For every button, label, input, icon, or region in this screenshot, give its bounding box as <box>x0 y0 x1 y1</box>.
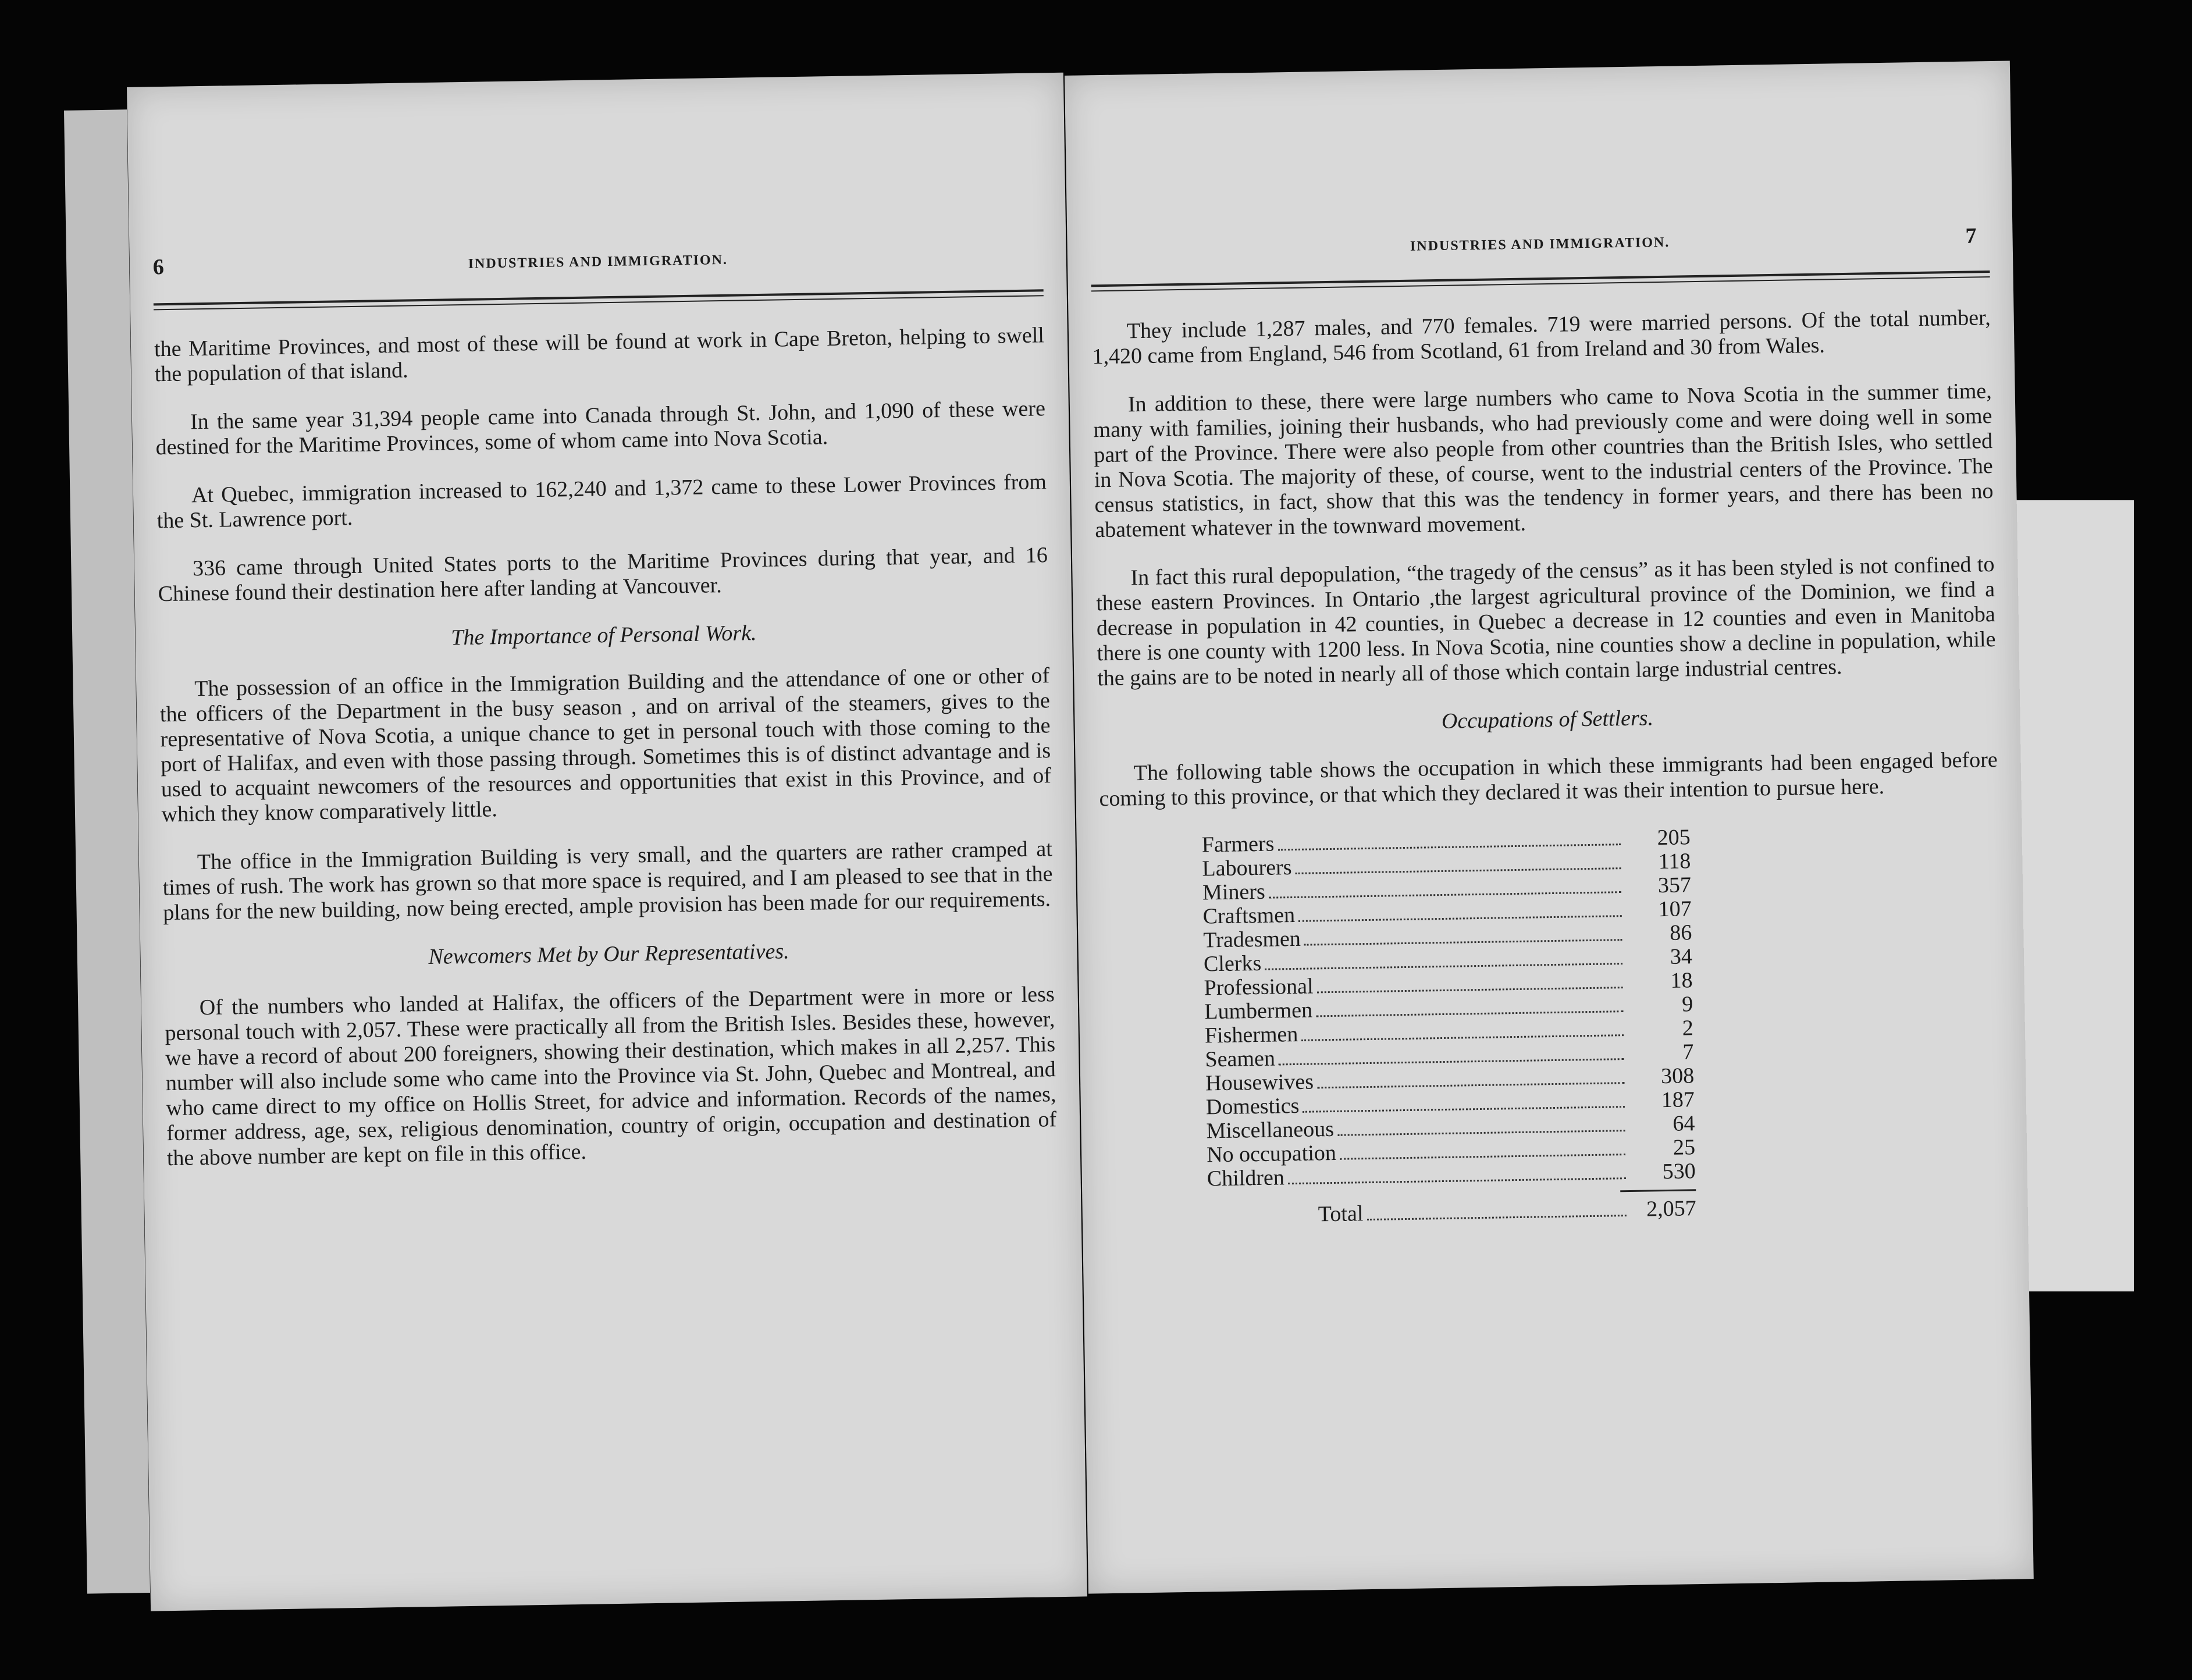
paragraph: The office in the Immigration Building is very small, and the quarters are rather cramped at times of rush. The work has grown so that more space is required, and I am pleased to see that in the plans for the new building, now being erected, ample provision has been made for our requirements. <box>162 837 1053 926</box>
occupation-label: Craftsmen <box>1202 902 1296 929</box>
occupation-label: No occupation <box>1206 1140 1337 1168</box>
right-header-title: INDUSTRIES AND IMMIGRATION. <box>1410 234 1670 254</box>
occupation-label: Children <box>1207 1165 1285 1191</box>
occupation-label: Housewives <box>1205 1069 1314 1096</box>
dot-leader <box>1288 1177 1626 1184</box>
occupation-label: Miscellaneous <box>1206 1116 1335 1144</box>
occupations-table <box>1201 825 1696 1228</box>
left-text-column <box>154 323 1058 1194</box>
dot-leader <box>1278 843 1620 850</box>
occupation-label: Seamen <box>1205 1046 1276 1072</box>
dot-leader <box>1340 1154 1625 1160</box>
occupation-count: 7 <box>1682 1040 1694 1065</box>
total-label: Total <box>1318 1201 1364 1227</box>
dot-leader <box>1302 1034 1624 1041</box>
occupation-count: 187 <box>1661 1087 1695 1113</box>
occupation-label: Tradesmen <box>1203 926 1301 953</box>
dot-leader <box>1316 1010 1623 1017</box>
left-page-number: 6 <box>152 255 166 280</box>
paragraph: In the same year 31,394 people came into Canada through St. John, and 1,090 of these were destined for the Maritime Provinces, some of whom came into Nova Scotia. <box>155 396 1046 460</box>
paragraph: They include 1,287 males, and 770 females. 719 were married persons. Of the total number, 1,420 came from England, 546 from Scotland, 61 from Ireland and 30 from Wales. <box>1092 305 1991 369</box>
occupation-count: 2 <box>1682 1016 1694 1041</box>
dot-leader <box>1317 1082 1624 1088</box>
occupation-label: Professional <box>1204 974 1314 1001</box>
occupation-count: 25 <box>1673 1135 1696 1160</box>
total-rule <box>1620 1189 1696 1192</box>
total-value: 2,057 <box>1646 1196 1697 1222</box>
dot-leader <box>1367 1215 1626 1220</box>
occupation-label: Lumbermen <box>1204 998 1313 1024</box>
occupation-label: Miners <box>1202 879 1266 905</box>
paragraph: The possession of an office in the Immigration Building and the attendance of one or other of the officers of the Department in the busy season , and on arrival of the steamers, gives to the representative of Nova Scotia, a unique chance to get in personal touch with those coming to the port of Halifax, and even with those passing through. Sometimes this is of distinct advantage and is used to acquaint newcomers of the resources and opportunities that exist in this Province, and of which they know comparatively little. <box>159 663 1052 827</box>
dot-leader <box>1303 1106 1625 1113</box>
section-heading: Newcomers Met by Our Representatives. <box>428 939 789 970</box>
dot-leader <box>1269 891 1621 899</box>
right-page-number: 7 <box>1965 223 1978 248</box>
right-text-column <box>1092 305 2005 1230</box>
occupation-label: Clerks <box>1203 951 1262 977</box>
paragraph: At Quebec, immigration increased to 162,240 and 1,372 came to these Lower Provinces from the St. Lawrence port. <box>156 469 1047 533</box>
occupation-label: Fishermen <box>1204 1021 1298 1048</box>
dot-leader <box>1265 963 1622 970</box>
left-page <box>127 73 1087 1611</box>
right-running-head <box>1067 223 2013 279</box>
occupation-count: 86 <box>1669 920 1692 945</box>
occupation-label: Farmers <box>1201 831 1275 857</box>
occupation-count: 34 <box>1670 944 1693 969</box>
paragraph: Of the numbers who landed at Halifax, the officers of the Department were in more or less personal touch with 2,057. These were practically all from the British Isles. Besides these, however, we have a record of about 200 foreigners, showing their destination, which makes in all 2,257. This number will also include some who came into the Province via St. John, Quebec and Montreal, and who came direct to my office on Hollis Street, for advice and information. Records of the names, former address, age, sex, religious denomination, country of origin, occupation and destination of the above number are kept on file in this office. <box>165 982 1057 1171</box>
dot-leader <box>1317 987 1623 993</box>
left-header-title: INDUSTRIES AND IMMIGRATION. <box>468 252 728 272</box>
occupation-count: 9 <box>1681 992 1693 1017</box>
occupation-count: 205 <box>1657 825 1691 850</box>
paragraph: In fact this rural depopulation, “the tragedy of the census” as it has been styled is not confined to these eastern Provinces. In Ontario ,the largest agricultural province of the Dominion, we find a decrease in population in 42 counties, in Quebec a decrease in 12 counties and even in Manitoba there is one county with 1200 less. In Nova Scotia, nine counties show a decline in population, while the gains are to be noted in nearly all of those which contain large industrial centres. <box>1095 551 1996 691</box>
occupation-count: 107 <box>1658 896 1692 922</box>
dot-leader <box>1296 867 1621 874</box>
occupation-count: 64 <box>1673 1111 1695 1136</box>
occupation-label: Labourers <box>1202 855 1292 881</box>
occupation-count: 308 <box>1660 1063 1695 1089</box>
right-page <box>1065 60 2034 1593</box>
occupation-count: 357 <box>1657 873 1692 898</box>
occupation-count: 118 <box>1658 849 1691 874</box>
section-heading: The Importance of Personal Work. <box>450 621 757 650</box>
dot-leader <box>1337 1130 1625 1136</box>
paragraph: the Maritime Provinces, and most of these will be found at work in Cape Breton, helping to swell the population of that island. <box>154 323 1045 387</box>
paragraph: The following table shows the occupation in which these immigrants had been engaged before coming to this province, or that which they declared it was their intention to pursue here. <box>1099 747 1998 811</box>
occupation-label: Domestics <box>1205 1093 1300 1120</box>
occupation-count: 530 <box>1662 1159 1696 1184</box>
paragraph: In addition to these, there were large numbers who came to Nova Scotia in the summer time, many with families, joining their husbands, who had previously come and were doing well in some part of the Province. There were also people from other countries than the British Isles, who settled in Nova Scotia. The majority of these, of course, went to the industrial centers of the Province. The census statistics, in fact, show that this was the tendency in former years, and there has been no abatement whatever in the townward movement. <box>1093 379 1994 543</box>
paragraph: 336 came through United States ports to the Maritime Provinces during that year, and 16 Chinese found their destination here after landing at Vancouver. <box>158 543 1048 607</box>
dot-leader <box>1279 1058 1624 1065</box>
left-running-head <box>130 247 1067 297</box>
dot-leader <box>1298 915 1622 922</box>
occupation-count: 18 <box>1670 968 1693 993</box>
total-row <box>1208 1197 1697 1228</box>
dot-leader <box>1304 939 1622 946</box>
section-heading: Occupations of Settlers. <box>1441 706 1654 734</box>
